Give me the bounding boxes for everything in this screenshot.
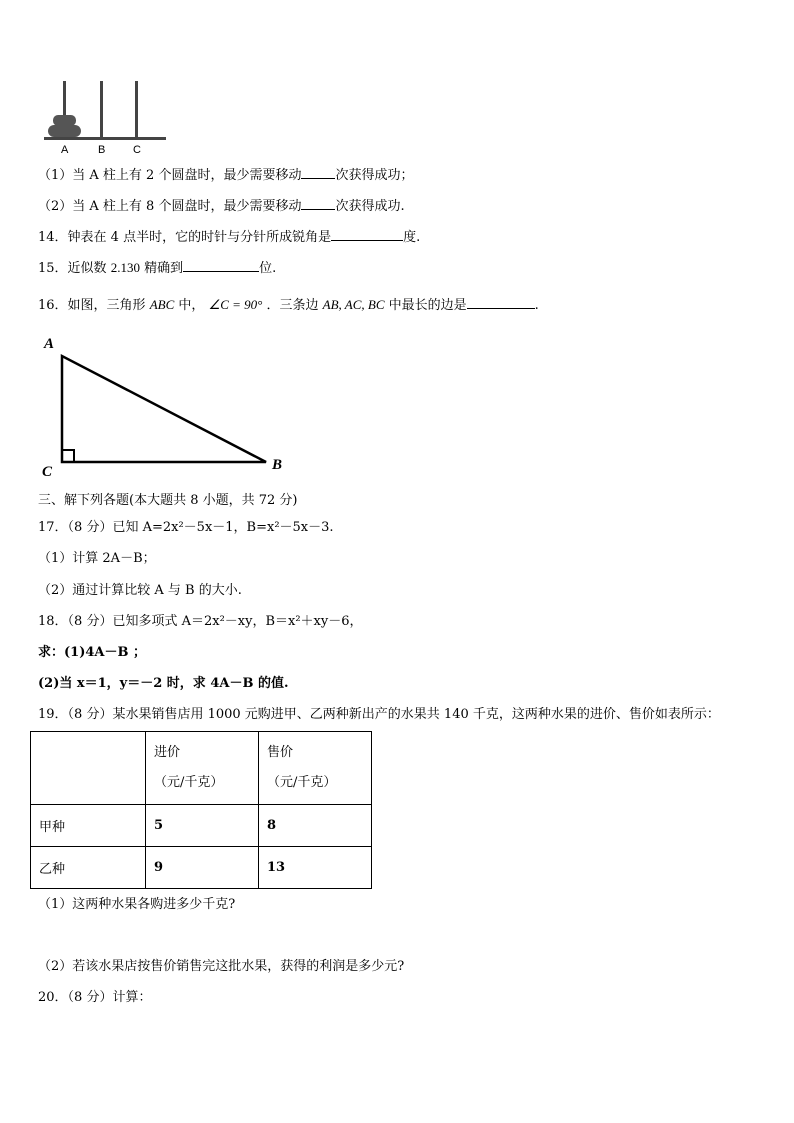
question-18-stem: 18．（8 分）已知多项式 A＝2x²－xy，B＝x²＋xy－6，	[38, 614, 363, 629]
vertex-label-b: B	[272, 457, 283, 473]
vertex-label-c: C	[42, 464, 53, 480]
answer-blank[interactable]	[301, 166, 335, 179]
section-heading: 三、解下列各题(本大题共 8 小题，共 72 分)	[38, 493, 298, 508]
table-header-row	[31, 732, 372, 805]
vertex-label-a: A	[44, 336, 55, 352]
question-19-sub1: （1）这两种水果各购进多少千克?	[38, 897, 236, 912]
table-cell: 5	[146, 805, 259, 847]
question-14: 14．钟表在 4 点半时，它的时针与分针所成锐角是 度.	[38, 230, 421, 245]
question-17-sub1: （1）计算 2A－B；	[38, 551, 156, 566]
triangle-abc	[62, 356, 266, 462]
right-angle-mark	[62, 450, 74, 462]
question-18-sub1: 求：(1)4A－B ；	[38, 645, 146, 660]
answer-blank[interactable]	[301, 197, 335, 210]
answer-blank[interactable]	[183, 259, 259, 272]
right-triangle-figure	[38, 330, 298, 480]
hanoi-label-b: B	[98, 144, 106, 156]
table-header-cell: 售价 （元/千克）	[259, 732, 372, 805]
hanoi-disk-large	[48, 125, 81, 137]
q13-sub1: （1）当 A 柱上有 2 个圆盘时，最少需要移动 次获得成功；	[38, 168, 414, 183]
question-20-stem: 20．（8 分）计算：	[38, 990, 152, 1005]
question-18-sub2: (2)当 x＝1，y＝－2 时，求 4A－B 的值.	[38, 676, 289, 691]
hanoi-figure	[40, 78, 170, 158]
price-table	[30, 731, 372, 889]
hanoi-base	[44, 137, 166, 140]
question-16: 16．如图，三角形 ABC 中， ∠C = 90° ．三条边 AB, AC, BC 中最长的边是 .	[38, 297, 539, 313]
table-cell: 9	[146, 847, 259, 889]
answer-blank[interactable]	[467, 296, 535, 309]
table-cell: 乙种	[31, 847, 146, 889]
answer-blank[interactable]	[331, 228, 403, 241]
hanoi-disk-small	[53, 115, 76, 126]
table-corner-cell	[31, 732, 146, 805]
question-17-sub2: （2）通过计算比较 A 与 B 的大小.	[38, 583, 242, 598]
table-cell: 13	[259, 847, 372, 889]
question-19-stem: 19．（8 分）某水果销售店用 1000 元购进甲、乙两种新出产的水果共 140 千克，这两种水果的进价、售价如表所示：	[38, 707, 720, 722]
table-cell: 甲种	[31, 805, 146, 847]
question-17-stem: 17．（8 分）已知 A=2x²－5x－1，B=x²－5x－3.	[38, 520, 334, 535]
q13-sub2: （2）当 A 柱上有 8 个圆盘时，最少需要移动 次获得成功.	[38, 199, 405, 214]
hanoi-peg-c	[135, 81, 138, 138]
hanoi-label-c: C	[133, 144, 141, 156]
table-row	[31, 847, 372, 889]
table-row	[31, 805, 372, 847]
table-header-cell: 进价 （元/千克）	[146, 732, 259, 805]
hanoi-label-a: A	[61, 144, 69, 156]
table-cell: 8	[259, 805, 372, 847]
question-15: 15．近似数 2.130 精确到 位.	[38, 260, 277, 276]
hanoi-peg-b	[100, 81, 103, 138]
question-19-sub2: （2）若该水果店按售价销售完这批水果，获得的利润是多少元?	[38, 959, 405, 974]
